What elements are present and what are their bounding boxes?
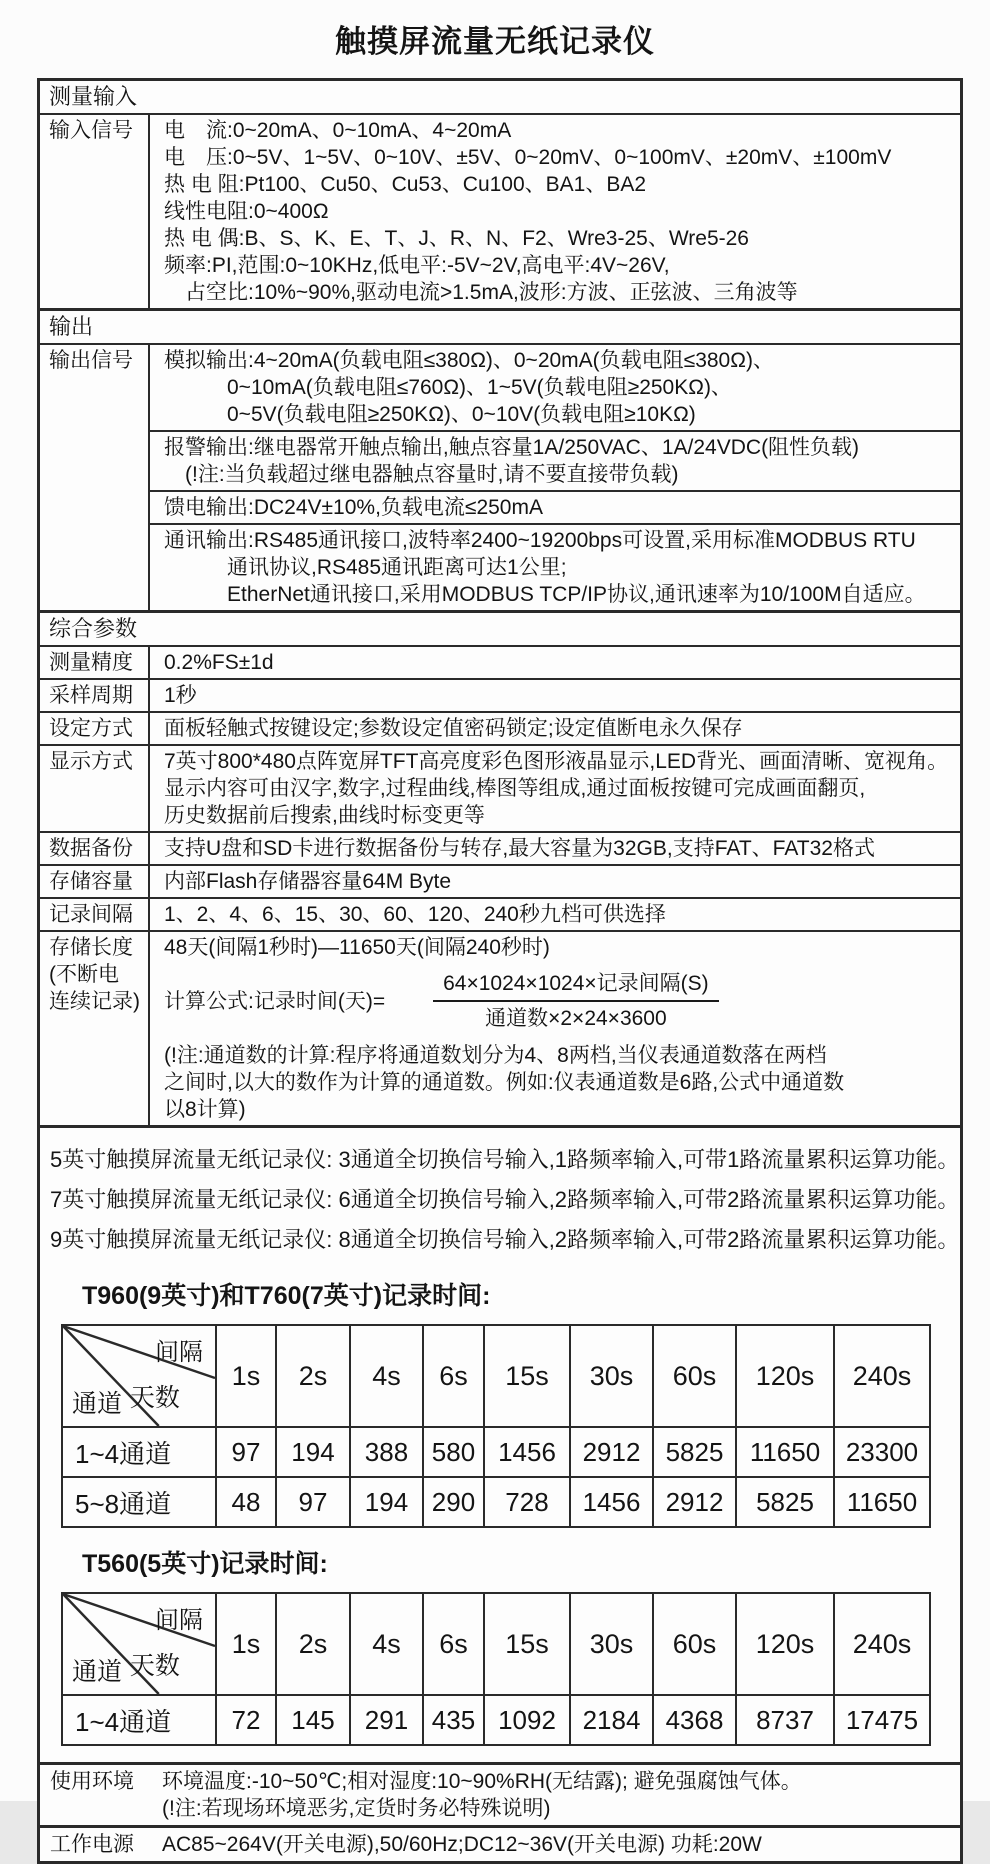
row-label: 显示方式: [40, 746, 150, 831]
interval-header: 60s: [653, 1325, 736, 1427]
spec-line: 热 电 阻:Pt100、Cu50、Cu53、Cu100、BA1、BA2: [164, 173, 647, 196]
interval-header: 2s: [276, 1593, 350, 1695]
channel-range-label: 1~4通道: [62, 1695, 216, 1745]
interval-header: 6s: [423, 1325, 484, 1427]
note-line: (!注:通道数的计算:程序将通道数划分为4、8两档,当仪表通道数落在两档: [164, 1044, 827, 1067]
spec-line: 0.2%FS±1d: [164, 651, 274, 674]
days-value: 5825: [736, 1477, 834, 1527]
comm-output-block: [150, 523, 960, 610]
row-label: 记录间隔: [40, 899, 150, 930]
days-value: 2184: [570, 1695, 653, 1745]
corner-label-interval: 间隔: [155, 1607, 203, 1634]
record-time-formula: [164, 970, 960, 1032]
section-header-general-params: 综合参数: [40, 610, 960, 645]
model-line-9inch: 9英寸触摸屏流量无纸记录仪: 8通道全切换信号输入,2路频率输入,可带2路流量累积运算功能。: [50, 1227, 960, 1252]
days-value: 728: [484, 1477, 570, 1527]
feed-output-block: [150, 490, 960, 523]
spec-line: 环境温度:-10~50℃;相对湿度:10~90%RH(无结露); 避免强腐蚀气体。: [162, 1770, 802, 1793]
spec-table: [37, 78, 963, 1864]
interval-header: 6s: [423, 1593, 484, 1695]
row-content: [150, 680, 960, 711]
days-value: 2912: [570, 1427, 653, 1477]
days-value: 11650: [834, 1477, 930, 1527]
spec-line: AC85~264V(开关电源),50/60Hz;DC12~36V(开关电源) 功耗:20W: [162, 1833, 762, 1856]
section-header-measure-input: 测量输入: [49, 84, 138, 109]
row-content: [150, 932, 960, 1125]
spec-line: 显示内容可由汉字,数字,过程曲线,棒图等组成,通过面板按键可完成画面翻页,: [164, 777, 866, 800]
interval-header: 30s: [570, 1593, 653, 1695]
spec-line: 面板轻触式按键设定;参数设定值密码锁定;设定值断电永久保存: [164, 717, 743, 740]
row-label: 输入信号: [40, 115, 150, 308]
interval-header: 2s: [276, 1325, 350, 1427]
spec-line: 热 电 偶:B、S、K、E、T、J、R、N、F2、Wre3-25、Wre5-26: [164, 227, 749, 250]
row-content: [162, 1768, 960, 1822]
row-output-signal: [40, 343, 960, 610]
section-header-output: 输出: [40, 308, 960, 343]
row-content: [150, 647, 960, 678]
spec-line: 0~10mA(负载电阻≤760Ω)、1~5V(负载电阻≥250KΩ)、: [164, 376, 732, 399]
spec-line: 电 流:0~20mA、0~10mA、4~20mA: [164, 119, 512, 142]
alarm-output-block: [150, 430, 960, 490]
table-row: [62, 1477, 930, 1527]
table-row: [62, 1695, 930, 1745]
interval-header: 60s: [653, 1593, 736, 1695]
record-table-title-t960-t760: T960(9英寸)和T760(7英寸)记录时间:: [82, 1282, 491, 1310]
days-value: 194: [350, 1477, 423, 1527]
days-value: 2912: [653, 1477, 736, 1527]
days-value: 388: [350, 1427, 423, 1477]
interval-header: 4s: [350, 1325, 423, 1427]
row-label: 输出信号: [40, 345, 150, 610]
days-value: 97: [216, 1427, 276, 1477]
spec-line: 馈电输出:DC24V±10%,负载电流≤250mA: [164, 496, 543, 519]
row-data-backup: [40, 831, 960, 864]
row-measure-accuracy: [40, 645, 960, 678]
interval-header: 15s: [484, 1593, 570, 1695]
spec-line: (!注:若现场环境恶劣,定货时务必特殊说明): [162, 1797, 551, 1820]
days-value: 48: [216, 1477, 276, 1527]
row-input-signal: [40, 113, 960, 308]
days-value: 8737: [736, 1695, 834, 1745]
record-table-t960-t760: [61, 1324, 931, 1528]
record-table-header-row: [62, 1593, 930, 1695]
note-line: 之间时,以大的数作为计算的通道数。例如:仪表通道数是6路,公式中通道数: [164, 1071, 845, 1094]
row-environment: [40, 1762, 960, 1825]
days-value: 5825: [653, 1427, 736, 1477]
spec-line: 通讯协议,RS485通讯距离可达1公里;: [164, 556, 567, 579]
spec-line: 1、2、4、6、15、30、60、120、240秒九档可供选择: [164, 903, 666, 926]
days-value: 580: [423, 1427, 484, 1477]
spec-line: (!注:当负载超过继电器触点容量时,请不要直接带负载): [164, 463, 679, 486]
interval-header: 1s: [216, 1593, 276, 1695]
row-power: [40, 1825, 960, 1861]
analog-output-block: [150, 345, 960, 430]
row-content: [150, 866, 960, 897]
spec-line: 内部Flash存储器容量64M Byte: [164, 870, 452, 893]
row-content: [150, 115, 960, 308]
days-value: 17475: [834, 1695, 930, 1745]
corner-label-days: 天数: [129, 1384, 180, 1412]
diagonal-corner-cell: [62, 1325, 216, 1427]
days-value: 23300: [834, 1427, 930, 1477]
spec-line: 占空比:10%~90%,驱动电流>1.5mA,波形:方波、正弦波、三角波等: [164, 281, 798, 304]
note-line: 以8计算): [164, 1098, 246, 1121]
formula-prefix: 计算公式:记录时间(天)=: [164, 989, 386, 1013]
record-table-header-row: [62, 1325, 930, 1427]
spec-line: 模拟输出:4~20mA(负载电阻≤380Ω)、0~20mA(负载电阻≤380Ω)、: [164, 349, 774, 372]
row-storage-length: [40, 930, 960, 1125]
interval-header: 30s: [570, 1325, 653, 1427]
spec-line: 7英寸800*480点阵宽屏TFT高亮度彩色图形液晶显示,LED背光、画面清晰、宽视角。: [164, 750, 949, 773]
channel-range-label: 1~4通道: [62, 1427, 216, 1477]
row-content: [150, 713, 960, 744]
formula-numerator: 64×1024×1024×记录间隔(S): [433, 970, 719, 1002]
days-value: 290: [423, 1477, 484, 1527]
corner-label-days: 天数: [129, 1652, 180, 1680]
days-value: 1456: [570, 1477, 653, 1527]
spec-line: 历史数据前后搜索,曲线时标变更等: [164, 804, 485, 827]
days-value: 1092: [484, 1695, 570, 1745]
model-line-7inch: 7英寸触摸屏流量无纸记录仪: 6通道全切换信号输入,2路频率输入,可带2路流量累积运算功能。: [50, 1187, 960, 1212]
spec-line: 报警输出:继电器常开触点输出,触点容量1A/250VAC、1A/24VDC(阻性负载): [164, 436, 860, 459]
interval-header: 120s: [736, 1325, 834, 1427]
spec-line: 频率:PI,范围:0~10KHz,低电平:-5V~2V,高电平:4V~26V,: [164, 254, 670, 277]
row-record-interval: [40, 897, 960, 930]
row-setting-method: [40, 711, 960, 744]
days-value: 291: [350, 1695, 423, 1745]
channel-count-note: [164, 1042, 960, 1123]
row-label: [40, 932, 150, 1125]
row-label: 采样周期: [40, 680, 150, 711]
record-table-title-t560: T560(5英寸)记录时间:: [82, 1550, 328, 1578]
record-table-t560: [61, 1592, 931, 1746]
corner-label-channel: 通道: [72, 1658, 123, 1686]
interval-header: 240s: [834, 1593, 930, 1695]
diagonal-corner-cell: [62, 1593, 216, 1695]
interval-header: 15s: [484, 1325, 570, 1427]
days-value: 435: [423, 1695, 484, 1745]
label-line: 存储长度: [49, 936, 133, 959]
spec-line: 1秒: [164, 684, 197, 707]
label-line: (不断电: [49, 963, 119, 986]
corner-label-channel: 通道: [72, 1390, 123, 1418]
row-label: 测量精度: [40, 647, 150, 678]
row-content: [150, 899, 960, 930]
label-line: 连续记录): [49, 990, 140, 1013]
interval-header: 4s: [350, 1593, 423, 1695]
row-storage-capacity: [40, 864, 960, 897]
spec-line: 通讯输出:RS485通讯接口,波特率2400~19200bps可设置,采用标准MODBUS RTU: [164, 529, 916, 552]
spec-line: 电 压:0~5V、1~5V、0~10V、±5V、0~20mV、0~100mV、±20mV、±100mV: [164, 146, 892, 169]
row-label: 工作电源: [50, 1833, 134, 1856]
days-value: 145: [276, 1695, 350, 1745]
days-value: 97: [276, 1477, 350, 1527]
days-value: 4368: [653, 1695, 736, 1745]
channel-range-label: 5~8通道: [62, 1477, 216, 1527]
row-content: [150, 345, 960, 610]
spec-line: 支持U盘和SD卡进行数据备份与转存,最大容量为32GB,支持FAT、FAT32格式: [164, 837, 875, 860]
row-label: 存储容量: [40, 866, 150, 897]
days-value: 11650: [736, 1427, 834, 1477]
row-content: [150, 833, 960, 864]
spec-line: 线性电阻:0~400Ω: [164, 200, 329, 223]
interval-header: 120s: [736, 1593, 834, 1695]
models-and-record-times: [40, 1125, 960, 1762]
row-label: 数据备份: [40, 833, 150, 864]
row-label: 使用环境: [50, 1770, 134, 1793]
row-label: 设定方式: [40, 713, 150, 744]
formula-fraction: [433, 970, 719, 1032]
spec-line: 0~5V(负载电阻≥250KΩ)、0~10V(负载电阻≥10KΩ): [164, 403, 696, 426]
model-line-5inch: 5英寸触摸屏流量无纸记录仪: 3通道全切换信号输入,1路频率输入,可带1路流量累积运算功能。: [50, 1147, 960, 1172]
formula-denominator: 通道数×2×24×3600: [485, 1007, 667, 1030]
page-title: 触摸屏流量无纸记录仪: [335, 24, 655, 59]
spec-line: EtherNet通讯接口,采用MODBUS TCP/IP协议,通讯速率为10/100M自适应。: [164, 583, 926, 606]
interval-header: 1s: [216, 1325, 276, 1427]
row-content: [150, 746, 960, 831]
row-content: [162, 1831, 960, 1858]
storage-range: 48天(间隔1秒时)—11650天(间隔240秒时): [164, 936, 550, 959]
days-value: 1456: [484, 1427, 570, 1477]
days-value: 72: [216, 1695, 276, 1745]
corner-label-interval: 间隔: [155, 1339, 203, 1366]
interval-header: 240s: [834, 1325, 930, 1427]
row-sampling-period: [40, 678, 960, 711]
days-value: 194: [276, 1427, 350, 1477]
table-row: [62, 1427, 930, 1477]
row-display-mode: [40, 744, 960, 831]
